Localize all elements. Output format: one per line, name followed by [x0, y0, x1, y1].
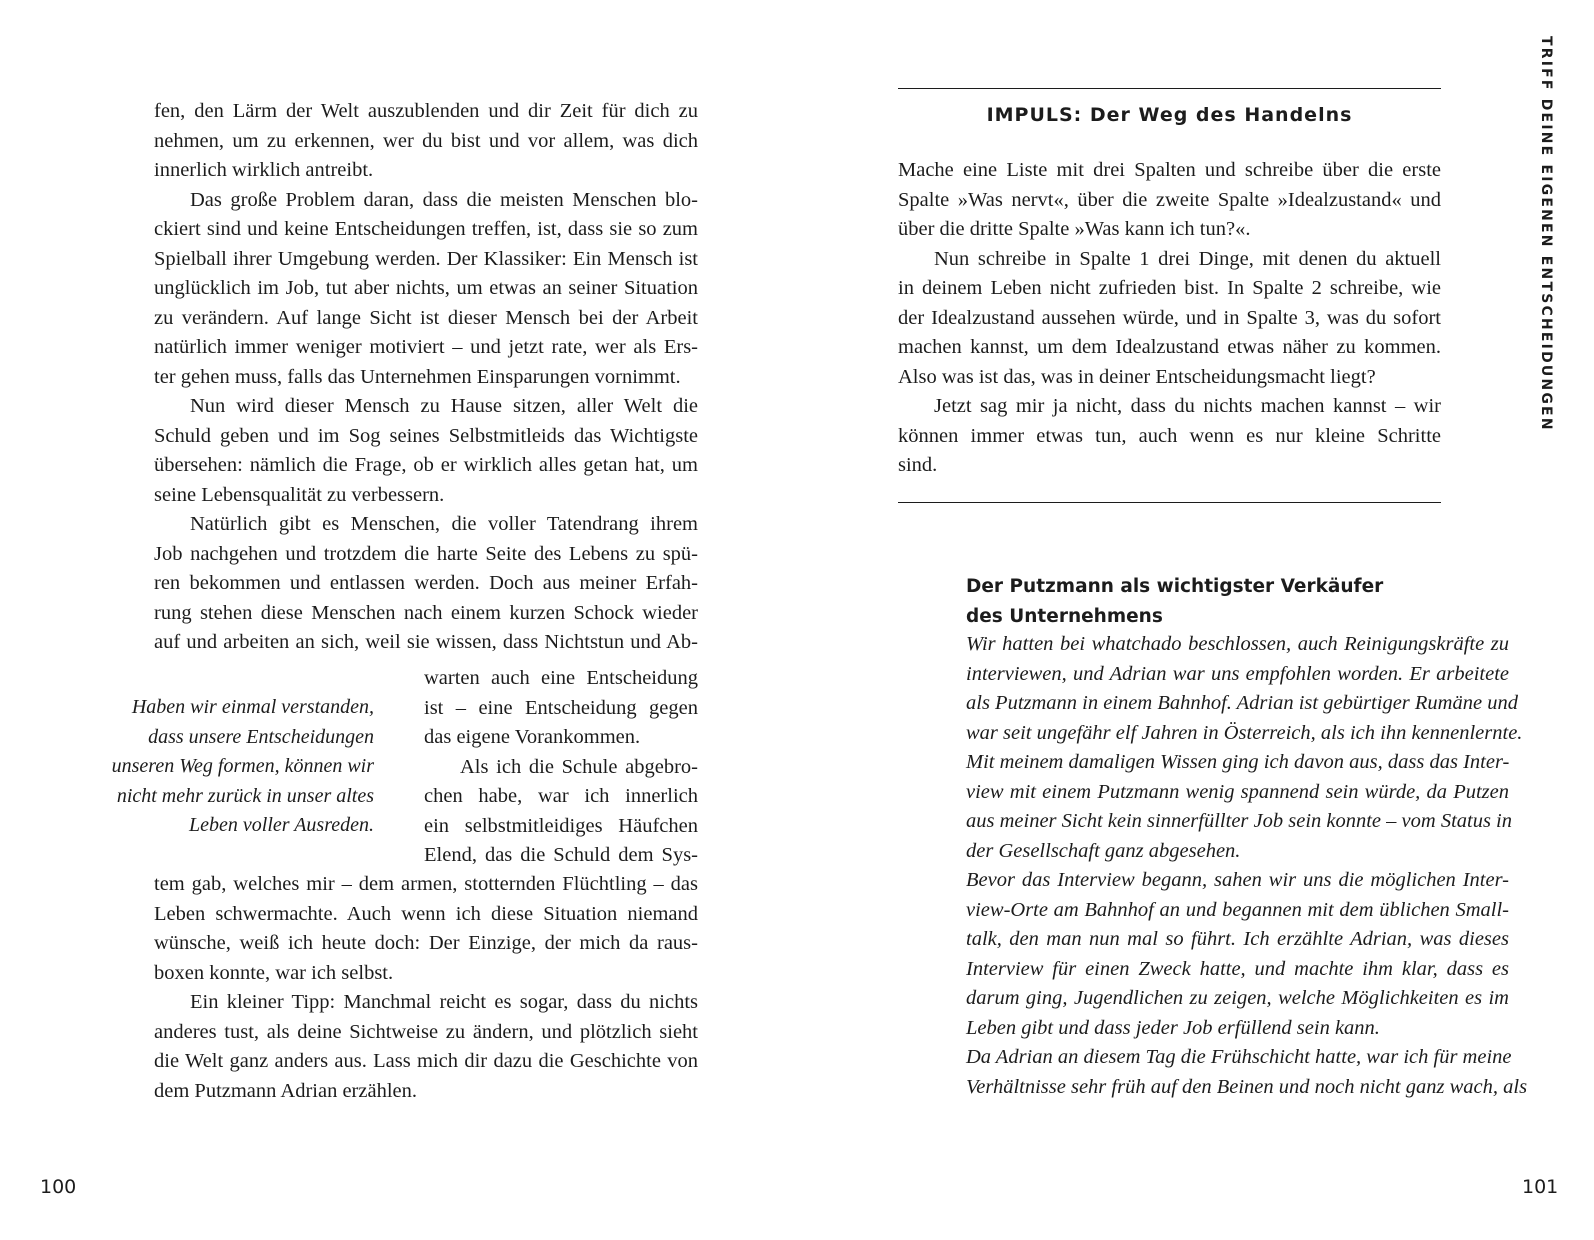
text-line: Das große Problem daran, dass die meisten Menschen blo-: [190, 188, 698, 211]
text-line: Spielball ihrer Umgebung werden. Der Klassiker: Ein Mensch ist: [154, 247, 698, 270]
text-line: sind.: [898, 454, 938, 476]
impuls-body-text: [898, 156, 1441, 481]
text-line: tem gab, welches mir – dem armen, stotternden Flüchtling – das: [154, 873, 698, 895]
text-line: view-Orte am Bahnhof an und begannen mit dem üblichen Small-: [966, 898, 1509, 921]
text-line: ren bekommen und entlassen werden. Doch aus meiner Erfah-: [154, 572, 698, 594]
text-line: ein selbstmitleidiges Häufchen: [424, 814, 698, 837]
left-page-narrow-column: [424, 664, 698, 871]
text-line: das eigene Vorankommen.: [424, 726, 641, 748]
running-head: TRIFF DEINE EIGENEN ENTSCHEIDUNGEN: [1538, 36, 1554, 432]
text-line: Spalte »Was nervt«, über die zweite Spalte »Idealzustand« und: [898, 188, 1441, 211]
text-line: übersehen: nämlich die Frage, ob er wirklich alles getan hat, um: [154, 454, 698, 476]
text-line: machen kannst, um dem Idealzustand etwas näher zu kommen.: [898, 336, 1441, 358]
text-line: Schuld geben und im Sog seines Selbstmitleids das Wichtigste: [154, 424, 698, 447]
text-line: interviewen, und Adrian war uns empfohlen worden. Er arbeitete: [966, 662, 1509, 685]
text-line: view mit einem Putzmann wenig spannend sein würde, da Putzen: [966, 780, 1509, 803]
text-line: Leben gibt und dass jeder Job erfüllend sein kann.: [966, 1016, 1380, 1039]
text-line: Elend, das die Schuld dem Sys-: [424, 844, 698, 866]
text-line: innerlich wirklich antreibt.: [154, 159, 374, 181]
text-line: unglücklich im Job, tut aber nichts, um etwas an seiner Situation: [154, 277, 698, 299]
page-number-left: 100: [40, 1176, 77, 1198]
text-line: der Idealzustand aussehen würde, und in Spalte 3, was du sofort: [898, 306, 1441, 329]
pull-quote-line: nicht mehr zurück in unser altes: [116, 784, 374, 807]
text-line: Mache eine Liste mit drei Spalten und schreibe über die erste: [898, 159, 1441, 181]
story-heading: [966, 572, 1383, 632]
text-line: Ein kleiner Tipp: Manchmal reicht es sogar, dass du nichts: [190, 991, 698, 1013]
text-line: ist – eine Entscheidung gegen: [424, 696, 698, 719]
text-line: Leben schwermachte. Auch wenn ich diese Situation niemand: [154, 902, 698, 925]
text-line: Natürlich gibt es Menschen, die voller Tatendrang ihrem: [190, 513, 698, 535]
text-line: auf und arbeiten an sich, weil sie wissen, dass Nichtstun und Ab-: [154, 631, 698, 653]
pull-quote-line: unseren Weg formen, können wir: [111, 755, 374, 777]
pull-quote-line: Leben voller Ausreden.: [189, 814, 374, 836]
text-line: rung stehen diese Menschen nach einem kurzen Schock wieder: [154, 601, 698, 624]
story-heading-line: des Unternehmens: [966, 606, 1163, 627]
text-line: können immer etwas tun, auch wenn es nur kleine Schritte: [898, 424, 1441, 447]
text-line: fen, den Lärm der Welt auszublenden und dir Zeit für dich zu: [154, 100, 698, 122]
text-line: als Putzmann in einem Bahnhof. Adrian ist gebürtiger Rumäne und: [966, 692, 1518, 714]
text-line: warten auch eine Entscheidung: [424, 667, 698, 689]
text-line: zu verändern. Auf lange Sicht ist dieser Mensch bei der Arbeit: [154, 306, 698, 329]
text-line: anderes tust, als deine Sichtweise zu ändern, und plötzlich sieht: [154, 1020, 698, 1043]
text-line: Nun schreibe in Spalte 1 drei Dinge, mit denen du aktuell: [934, 247, 1441, 270]
pull-quote-line: Haben wir einmal verstanden,: [131, 696, 374, 718]
text-line: wünsche, weiß ich heute doch: Der Einzige, der mich da raus-: [154, 932, 698, 954]
text-line: in deinem Leben nicht zufrieden bist. In Spalte 2 schreibe, wie: [898, 277, 1441, 299]
text-line: talk, den man nun mal so führt. Ich erzählte Adrian, was dieses: [966, 928, 1509, 950]
text-line: dem Putzmann Adrian erzählen.: [154, 1079, 417, 1102]
left-page-body-text: [154, 97, 698, 658]
text-line: boxen konnte, war ich selbst.: [154, 961, 394, 984]
text-line: Mit meinem damaligen Wissen ging ich davon aus, dass das Inter-: [966, 751, 1510, 773]
text-line: natürlich immer weniger motiviert – und jetzt rate, wer als Ers-: [154, 336, 698, 358]
text-line: Bevor das Interview begann, sahen wir uns die möglichen Inter-: [966, 869, 1509, 891]
story-body-text: [966, 630, 1528, 1102]
text-line: Nun wird dieser Mensch zu Hause sitzen, aller Welt die: [190, 395, 698, 417]
text-line: Wir hatten bei whatchado beschlossen, auch Reinigungskräfte zu: [966, 633, 1509, 655]
impuls-top-rule: [898, 88, 1441, 89]
text-line: über die dritte Spalte »Was kann ich tun?«.: [898, 218, 1251, 240]
text-line: Als ich die Schule abgebro-: [460, 755, 698, 778]
impuls-title: IMPULS: Der Weg des Handelns: [986, 104, 1353, 126]
left-page-bottom-text: [154, 870, 698, 1106]
text-line: der Gesellschaft ganz abgesehen.: [966, 839, 1241, 862]
text-line: Verhältnisse sehr früh auf den Beinen und noch nicht ganz wach, als: [966, 1075, 1528, 1098]
impuls-bottom-rule: [898, 502, 1441, 503]
text-line: ter gehen muss, falls das Unternehmen Einsparungen vornimmt.: [154, 365, 681, 388]
text-line: Job nachgehen und trotzdem die harte Seite des Lebens zu spü-: [154, 542, 698, 565]
text-line: seine Lebensqualität zu verbessern.: [154, 483, 445, 506]
story-heading-line: Der Putzmann als wichtigster Verkäufer: [966, 576, 1384, 597]
text-line: darum ging, Jugendlichen zu zeigen, welche Möglichkeiten es im: [966, 987, 1509, 1009]
text-line: Jetzt sag mir ja nicht, dass du nichts machen kannst – wir: [934, 395, 1441, 417]
page-number-right: 101: [1522, 1176, 1559, 1198]
text-line: nehmen, um zu erkennen, wer du bist und vor allem, was dich: [154, 129, 698, 152]
text-line: Also was ist das, was in deiner Entscheidungsmacht liegt?: [898, 365, 1376, 388]
text-line: Interview für einen Zweck hatte, und machte ihm klar, dass es: [966, 957, 1509, 980]
text-line: war seit ungefähr elf Jahren in Österreich, als ich ihn kennenlernte.: [966, 721, 1523, 744]
text-line: aus meiner Sicht kein sinnerfüllter Job sein konnte – vom Status in: [966, 810, 1513, 832]
pull-quote-line: dass unsere Entscheidungen: [148, 725, 374, 748]
text-line: die Welt ganz anders aus. Lass mich dir dazu die Geschichte von: [154, 1050, 698, 1072]
pull-quote: [90, 693, 374, 841]
text-line: ckiert sind und keine Entscheidungen treffen, ist, dass sie so zum: [154, 218, 698, 240]
text-line: Da Adrian an diesem Tag die Frühschicht hatte, war ich für meine: [966, 1046, 1512, 1068]
text-line: chen habe, war ich innerlich: [424, 785, 698, 807]
